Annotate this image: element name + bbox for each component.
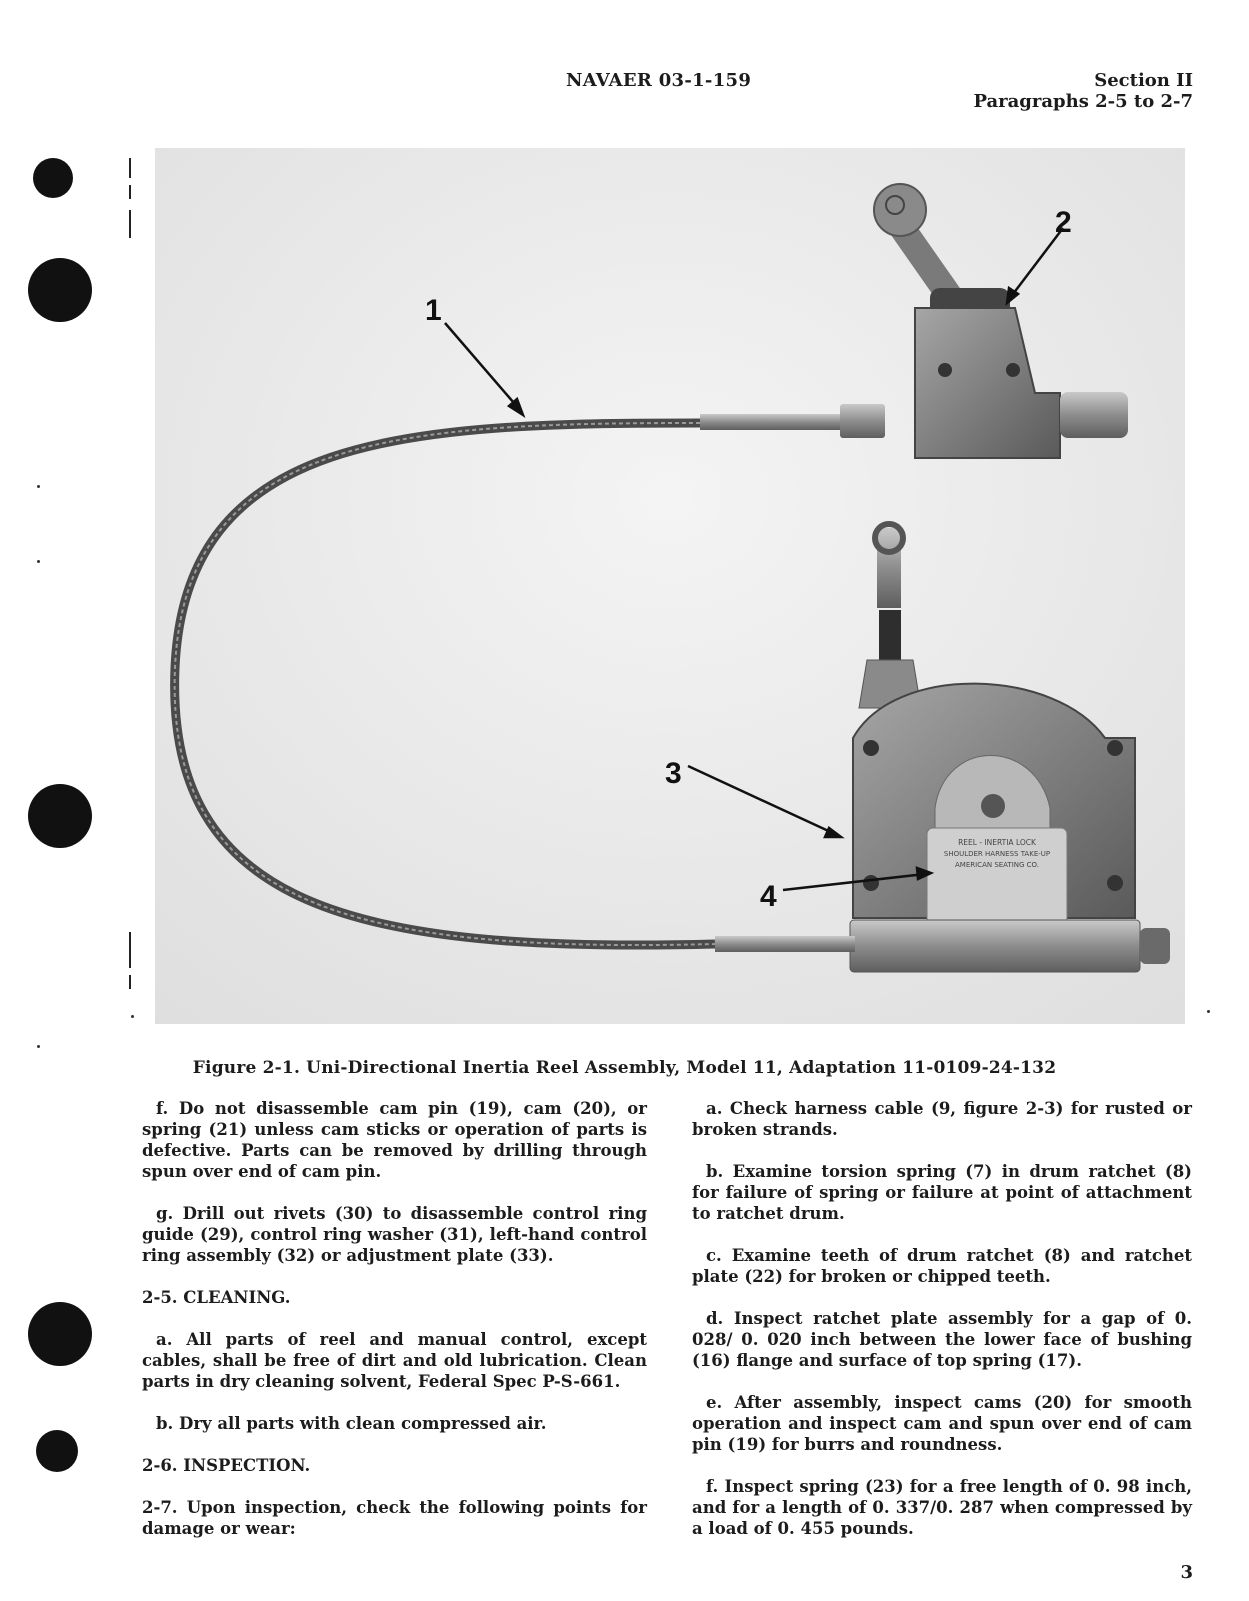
inspection-item-b: b. Examine torsion spring (7) in drum ratchet (8) for failure of spring or failure at point of attachment to ratchet drum. — [692, 1162, 1192, 1223]
paragraph-2-7: 2-7. Upon inspection, check the following points for damage or wear: — [142, 1498, 647, 1538]
page-number: 3 — [1180, 1562, 1193, 1583]
nameplate-line-1: REEL - INERTIA LOCK — [958, 838, 1036, 847]
scan-dot — [131, 1015, 134, 1018]
right-column — [692, 1098, 1192, 1560]
heading-cleaning: 2-5. CLEANING. — [142, 1288, 291, 1307]
inspection-item-c: c. Examine teeth of drum ratchet (8) and ratchet plate (22) for broken or chipped teeth. — [692, 1246, 1192, 1286]
scan-mark — [129, 932, 131, 968]
scan-dot — [37, 1045, 40, 1048]
scan-dot — [1207, 1010, 1210, 1013]
binder-hole-2 — [28, 258, 92, 322]
cleaning-paragraph-a: a. All parts of reel and manual control, except cables, shall be free of dirt and old lubrication. Clean parts in dry cleaning solvent, Federal Spec P-S-661. — [142, 1330, 647, 1391]
binder-hole-4 — [28, 1302, 92, 1366]
binder-hole-1 — [33, 158, 73, 198]
figure-caption: Figure 2-1. Uni-Directional Inertia Reel Assembly, Model 11, Adaptation 11-0109-24-132 — [192, 1058, 1057, 1078]
lower-cable-sleeve — [715, 936, 855, 952]
callout-4: 4 — [760, 880, 777, 913]
nameplate-line-3: AMERICAN SEATING CO. — [955, 861, 1039, 869]
upper-cable-sleeve — [700, 414, 840, 430]
document-number: NAVAER 03-1-159 — [566, 70, 752, 91]
scan-dot — [37, 560, 40, 563]
scan-mark — [129, 210, 131, 238]
callout-2: 2 — [1055, 206, 1072, 239]
paragraph-range: Paragraphs 2-5 to 2-7 — [973, 91, 1193, 112]
nameplate-line-2: SHOULDER HARNESS TAKE-UP — [943, 850, 1051, 858]
left-column — [142, 1098, 647, 1560]
section-label: Section II — [1094, 70, 1193, 91]
inspection-item-f: f. Inspect spring (23) for a free length of 0. 98 inch, and for a length of 0. 337/0. 287 when compressed by a load of 0. 455 pounds. — [692, 1477, 1192, 1538]
inertia-reel-illustration — [155, 148, 1185, 1024]
heading-inspection: 2-6. INSPECTION. — [142, 1456, 311, 1475]
left-paragraph-g: g. Drill out rivets (30) to disassemble control ring guide (29), control ring washer (31), left-hand control ring assembly (32) or adjustment plate (33). — [142, 1204, 647, 1265]
scan-dot — [37, 485, 40, 488]
scan-mark — [129, 185, 131, 199]
inspection-item-a: a. Check harness cable (9, figure 2-3) for rusted or broken strands. — [692, 1099, 1192, 1139]
scan-mark — [129, 158, 131, 178]
callout-3: 3 — [665, 757, 682, 790]
callout-1: 1 — [425, 294, 442, 327]
left-paragraph-f: f. Do not disassemble cam pin (19), cam (20), or spring (21) unless cam sticks or operation of parts is defective. Parts can be removed by drilling through spun over end of cam pin. — [142, 1099, 647, 1181]
cleaning-paragraph-b: b. Dry all parts with clean compressed air. — [156, 1414, 547, 1433]
binder-hole-5 — [36, 1430, 78, 1472]
inspection-item-e: e. After assembly, inspect cams (20) for smooth operation and inspect cam and spun over end of cam pin (19) for burrs and roundness. — [692, 1393, 1192, 1454]
upper-fitting-nut — [840, 404, 885, 438]
figure-photo — [155, 148, 1185, 1024]
section-header — [973, 70, 1193, 112]
scan-mark — [129, 975, 131, 989]
inspection-item-d: d. Inspect ratchet plate assembly for a gap of 0. 028/ 0. 020 inch between the lower face of bushing (16) flange and surface of top spring (17). — [692, 1309, 1192, 1370]
binder-hole-3 — [28, 784, 92, 848]
